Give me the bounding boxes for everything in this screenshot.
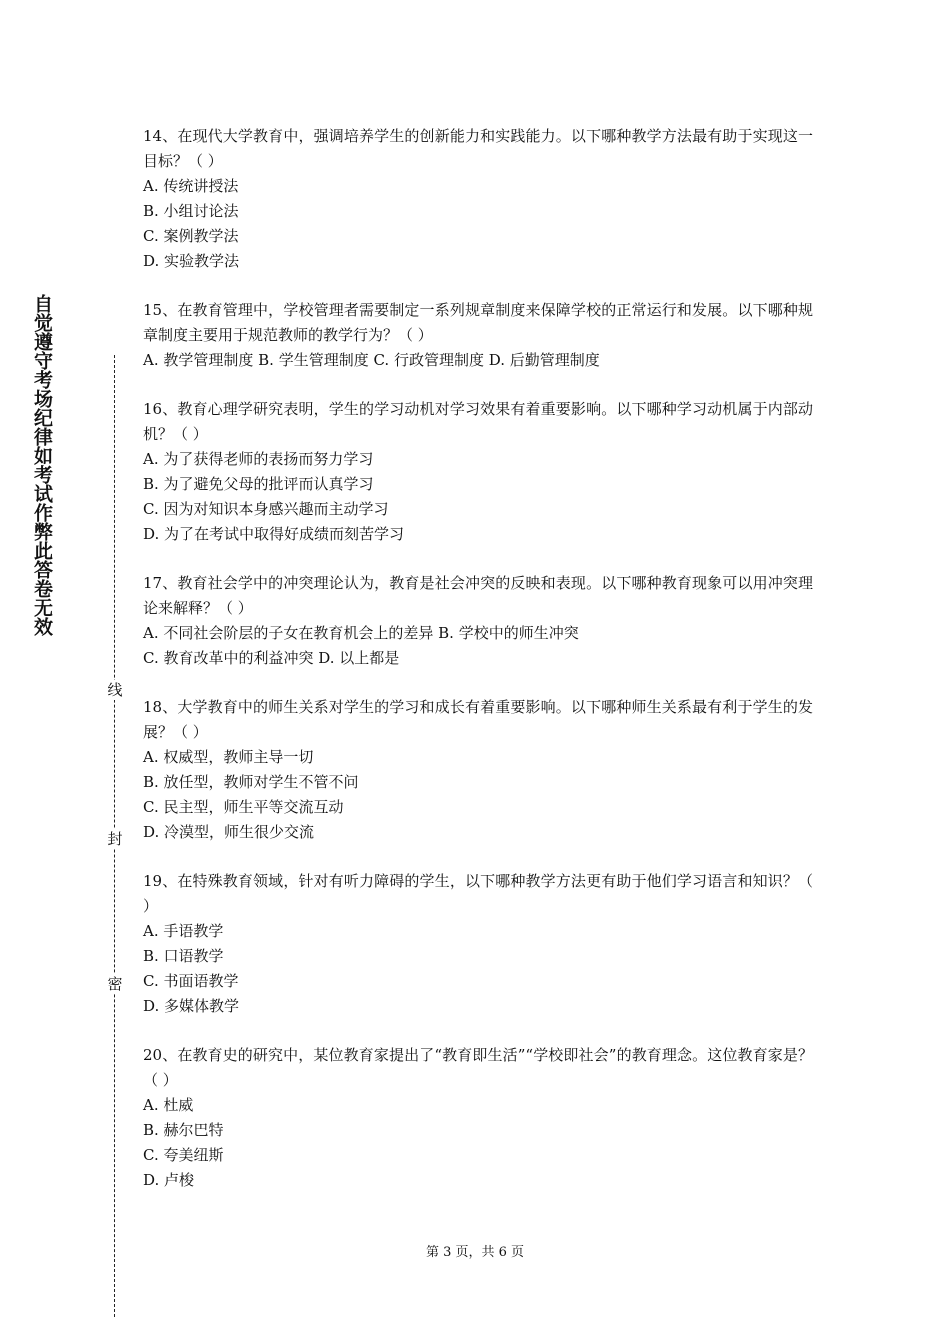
- option-c: C. 夸美纽斯: [143, 1146, 224, 1164]
- option-b: B. 放任型，教师对学生不管不问: [143, 773, 359, 791]
- exam-integrity-warning: 自觉遵守考场纪律如考试作弊此答卷无效: [31, 294, 53, 636]
- question-stem: 17、教育社会学中的冲突理论认为，教育是社会冲突的反映和表现。以下哪种教育现象可以用冲突理论来解释？（ ）: [143, 574, 813, 617]
- option-c: C. 因为对知识本身感兴趣而主动学习: [143, 500, 389, 518]
- question-list: [143, 124, 813, 1217]
- option-b: B. 小组讨论法: [143, 202, 239, 220]
- option-d: D. 实验教学法: [143, 252, 240, 270]
- page-number-footer: 第 3 页，共 6 页: [425, 1245, 525, 1260]
- seal-label-line: 线: [104, 680, 126, 700]
- option-c: C. 民主型，师生平等交流互动: [143, 798, 344, 816]
- option-a: A. 权威型，教师主导一切: [143, 748, 314, 766]
- option-b: B. 口语教学: [143, 947, 224, 965]
- question-stem: 18、大学教育中的师生关系对学生的学习和成长有着重要影响。以下哪种师生关系最有利于学生的发展？（ ）: [143, 698, 813, 741]
- question-19: [143, 869, 813, 1019]
- option-c: C. 案例教学法: [143, 227, 239, 245]
- question-stem: 19、在特殊教育领域，针对有听力障碍的学生，以下哪种教学方法更有助于他们学习语言和知识？（ ）: [143, 872, 813, 915]
- option-b: B. 赫尔巴特: [143, 1121, 224, 1139]
- question-16: [143, 397, 813, 547]
- option-d: D. 卢梭: [143, 1171, 195, 1189]
- option-d: D. 冷漠型，师生很少交流: [143, 823, 315, 841]
- question-14: [143, 124, 813, 274]
- seal-label-secret: 密: [104, 974, 126, 994]
- options-line-2: C. 教育改革中的利益冲突 D. 以上都是: [143, 649, 400, 667]
- option-b: B. 为了避免父母的批评而认真学习: [143, 475, 374, 493]
- question-18: [143, 695, 813, 845]
- option-a: A. 杜威: [143, 1096, 194, 1114]
- question-20: [143, 1043, 813, 1193]
- seal-label-seal: 封: [104, 829, 126, 849]
- option-d: D. 多媒体教学: [143, 997, 240, 1015]
- question-stem: 16、教育心理学研究表明，学生的学习动机对学习效果有着重要影响。以下哪种学习动机属于内部动机？（ ）: [143, 400, 813, 443]
- question-17: [143, 571, 813, 671]
- option-a: A. 手语教学: [143, 922, 224, 940]
- question-stem: 15、在教育管理中，学校管理者需要制定一系列规章制度来保障学校的正常运行和发展。以下哪种规章制度主要用于规范教师的教学行为？（ ）: [143, 301, 813, 344]
- option-a: A. 为了获得老师的表扬而努力学习: [143, 450, 374, 468]
- question-15: [143, 298, 813, 373]
- question-stem: 20、在教育史的研究中，某位教育家提出了“教育即生活”“学校即社会”的教育理念。这位教育家是？（ ）: [143, 1046, 813, 1089]
- question-stem: 14、在现代大学教育中，强调培养学生的创新能力和实践能力。以下哪种教学方法最有助于实现这一目标？（ ）: [143, 127, 813, 170]
- option-a: A. 传统讲授法: [143, 177, 239, 195]
- option-d: D. 为了在考试中取得好成绩而刻苦学习: [143, 525, 405, 543]
- option-c: C. 书面语教学: [143, 972, 239, 990]
- options-line-1: A. 不同社会阶层的子女在教育机会上的差异 B. 学校中的师生冲突: [143, 624, 579, 642]
- options-inline: A. 教学管理制度 B. 学生管理制度 C. 行政管理制度 D. 后勤管理制度: [143, 351, 600, 369]
